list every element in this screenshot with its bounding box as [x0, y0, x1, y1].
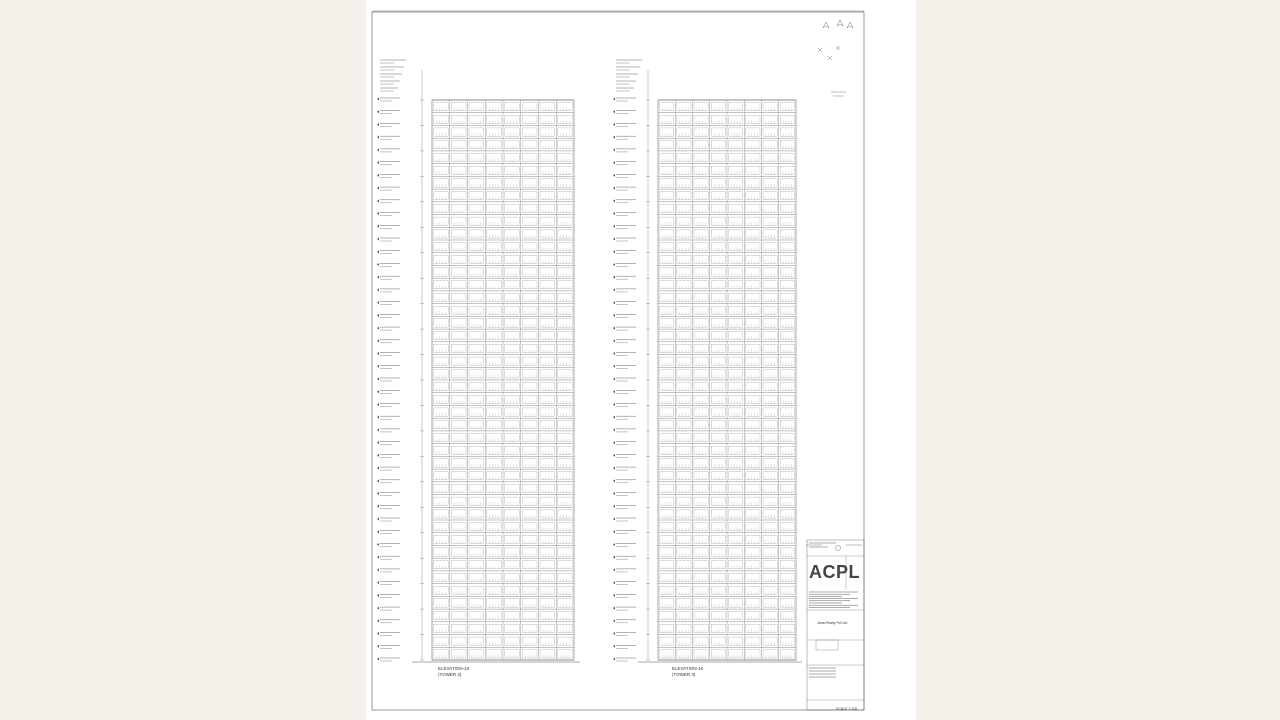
elevation-title-right-line2: (TOWER 3)	[672, 671, 696, 677]
elevation-drawing	[366, 0, 916, 720]
drawing-sheet	[366, 0, 916, 720]
drawing-scale: SCALE 1:100	[836, 707, 858, 711]
elevation-title-left-line2: (TOWER 3)	[438, 671, 462, 677]
elevation-title-left	[438, 666, 469, 677]
tower-elevation-left	[377, 60, 580, 662]
tower-elevation-right	[613, 60, 802, 662]
sheet-border	[372, 12, 864, 710]
title-block-stamp	[816, 640, 838, 650]
elevation-title-right	[672, 666, 703, 677]
elevation-title-right-line1: ELEVATION-10	[672, 666, 704, 671]
client-name: Jana Realty Pvt Ltd	[817, 621, 848, 625]
firm-logo: ACPL	[809, 562, 860, 582]
legend-symbol	[836, 546, 841, 551]
elevation-title-left-line1: ELEVATION-10	[438, 666, 470, 671]
north-arrow-icon	[823, 20, 853, 28]
key-plan-icon	[818, 46, 840, 60]
